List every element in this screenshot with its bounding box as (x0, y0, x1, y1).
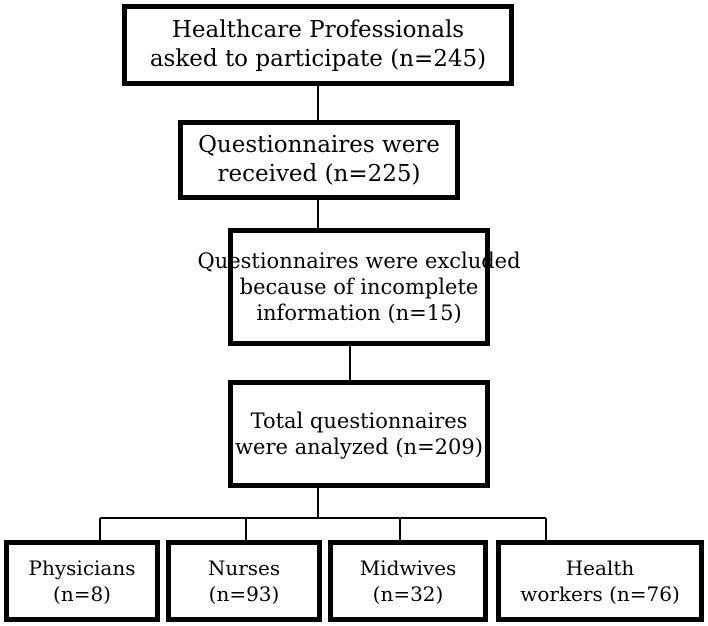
step3-line1: Questionnaires were excluded (197, 248, 521, 273)
group-physicians-label: Physicians (28, 556, 136, 580)
step-questionnaires-excluded (197, 228, 521, 346)
group-physicians-count: (n=8) (53, 582, 111, 606)
group-midwives (328, 540, 488, 622)
group-midwives-label: Midwives (359, 556, 457, 580)
step2-line2: received (n=225) (217, 161, 421, 187)
step-questionnaires-received (178, 120, 460, 200)
group-health-workers-label: Health (565, 556, 635, 580)
group-health-workers (496, 540, 704, 622)
step-questionnaires-analyzed (228, 380, 490, 488)
group-physicians (4, 540, 160, 622)
step4-line2: were analyzed (n=209) (235, 435, 483, 459)
group-nurses-label: Nurses (207, 556, 281, 580)
step-asked-to-participate (122, 4, 514, 86)
group-nurses-count: (n=93) (208, 582, 280, 606)
step1-line2: asked to participate (n=245) (149, 46, 487, 72)
group-midwives-count: (n=32) (372, 582, 444, 606)
step3-line2: because of incomplete (239, 274, 479, 299)
step2-line1: Questionnaires were (198, 132, 440, 159)
group-nurses (166, 540, 322, 622)
group-health-workers-count: workers (n=76) (520, 582, 680, 606)
step4-line1: Total questionnaires (250, 408, 468, 433)
step3-line3: information (n=15) (256, 301, 462, 326)
step1-line1: Healthcare Professionals (171, 17, 465, 44)
